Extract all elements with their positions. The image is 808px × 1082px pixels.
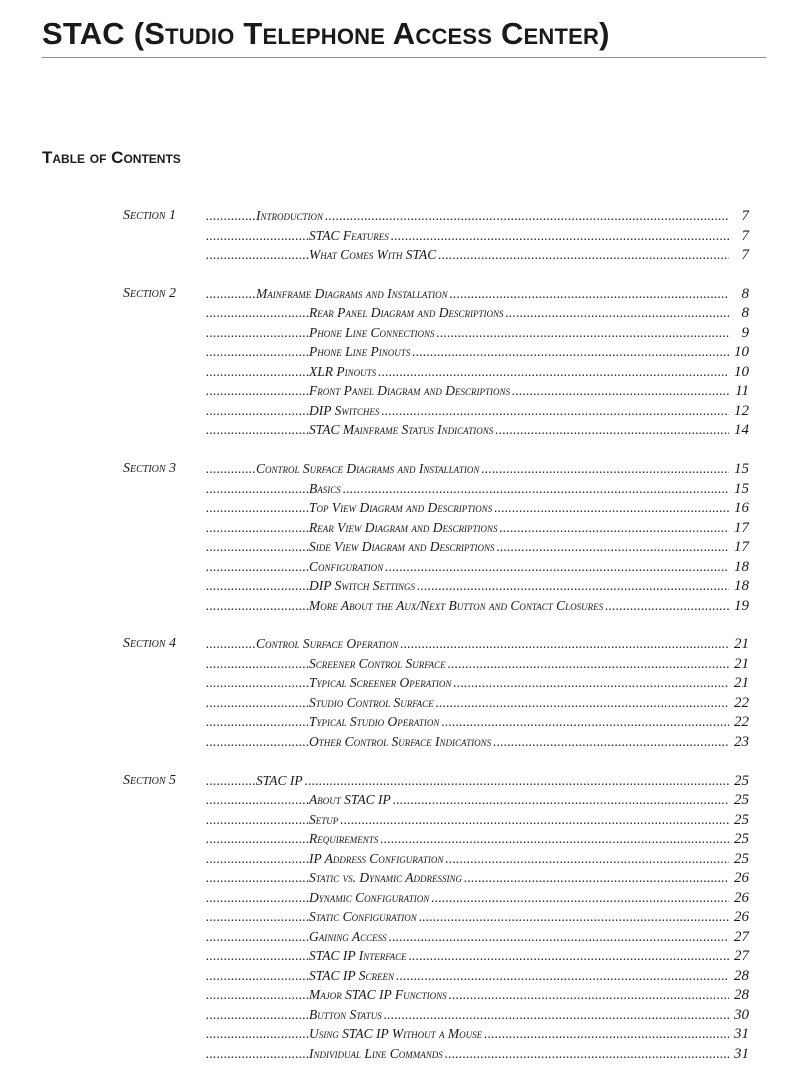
leader-dots	[206, 498, 309, 518]
entry-title: About STAC IP	[309, 792, 391, 808]
entry-title: Phone Line Pinouts	[309, 344, 411, 360]
leader-dots	[417, 576, 729, 596]
toc-entry[interactable]	[206, 381, 749, 401]
leader-dots	[343, 479, 729, 499]
toc-entry[interactable]	[206, 927, 749, 947]
leader-dots	[206, 342, 309, 362]
entry-title: Side View Diagram and Descriptions	[309, 539, 495, 555]
page-number: 10	[734, 363, 749, 380]
leader-dots	[505, 303, 729, 323]
entry-title: DIP Switches	[309, 402, 380, 418]
leader-dots	[419, 907, 729, 927]
leader-dots	[481, 459, 729, 479]
leader-dots	[431, 888, 729, 908]
leader-dots	[378, 362, 729, 382]
leader-dots	[436, 693, 729, 713]
entry-title: Mainframe Diagrams and Installation	[256, 285, 448, 301]
leader-dots	[206, 849, 309, 869]
leader-dots	[206, 284, 256, 304]
entry-title: Requirements	[309, 831, 379, 847]
entry-title: Major STAC IP Functions	[309, 987, 447, 1003]
section-label: Section 4	[123, 636, 177, 652]
page-number: 27	[734, 928, 749, 945]
leader-dots	[206, 245, 309, 265]
toc-entry[interactable]	[206, 362, 749, 382]
leader-dots	[206, 479, 309, 499]
entry-title: Using STAC IP Without a Mouse	[309, 1026, 483, 1042]
leader-dots	[206, 401, 309, 421]
toc-entry[interactable]	[206, 498, 749, 518]
page-title: STAC (Studio Telephone Access Center)	[42, 16, 610, 51]
page-number: 30	[734, 1006, 749, 1023]
entry-title: Setup	[309, 811, 339, 827]
toc-entry[interactable]	[206, 226, 749, 246]
leader-dots	[206, 576, 309, 596]
section-label: Section 3	[123, 461, 177, 477]
leader-dots	[206, 829, 309, 849]
toc-heading: Table of Contents	[42, 148, 181, 167]
page-number: 21	[734, 655, 749, 672]
toc-entry[interactable]	[206, 518, 749, 538]
leader-dots	[384, 1005, 729, 1025]
toc-entry[interactable]	[206, 206, 749, 226]
leader-dots	[464, 868, 729, 888]
toc-entry[interactable]	[206, 771, 749, 791]
leader-dots	[445, 849, 729, 869]
page-number: 17	[734, 539, 749, 556]
toc-entry[interactable]	[206, 966, 749, 986]
toc-section	[0, 206, 808, 265]
leader-dots	[206, 1024, 309, 1044]
page-number: 7	[741, 208, 749, 224]
leader-dots	[206, 1044, 309, 1064]
leader-dots	[206, 946, 309, 966]
leader-dots	[206, 226, 309, 246]
page-number: 22	[734, 714, 749, 731]
leader-dots	[206, 732, 309, 752]
leader-dots	[445, 1044, 729, 1064]
leader-dots	[393, 790, 729, 810]
page-number: 14	[734, 422, 749, 439]
leader-dots	[206, 693, 309, 713]
page-number: 19	[734, 597, 749, 614]
leader-dots	[438, 245, 729, 265]
leader-dots	[206, 673, 309, 693]
toc-entry[interactable]	[206, 634, 749, 654]
page-number: 25	[734, 811, 749, 828]
toc-entry[interactable]	[206, 1005, 749, 1025]
leader-dots	[206, 907, 309, 927]
entry-title: Gaining Access	[309, 928, 387, 944]
page-number: 9	[741, 324, 749, 341]
leader-dots	[206, 927, 309, 947]
page-number: 27	[734, 948, 749, 965]
toc-entry[interactable]	[206, 303, 749, 323]
page-number: 25	[734, 831, 749, 848]
toc-entry[interactable]	[206, 323, 749, 343]
toc-entry[interactable]	[206, 1044, 749, 1064]
toc-entry[interactable]	[206, 673, 749, 693]
section-label: Section 1	[123, 208, 177, 223]
leader-dots	[206, 654, 309, 674]
page-number: 31	[734, 1045, 749, 1062]
toc-entry[interactable]	[206, 459, 749, 479]
leader-dots	[380, 829, 729, 849]
leader-dots	[206, 303, 309, 323]
leader-dots	[305, 771, 729, 791]
leader-dots	[206, 810, 309, 830]
page-number: 16	[734, 500, 749, 517]
leader-dots	[512, 381, 729, 401]
entry-title: What Comes With STAC	[309, 247, 437, 262]
entry-title: STAC Mainframe Status Indications	[309, 422, 494, 438]
toc-entry[interactable]	[206, 557, 749, 577]
leader-dots	[206, 634, 256, 654]
toc-entry[interactable]	[206, 790, 749, 810]
page-number: 17	[734, 519, 749, 536]
page-number: 12	[734, 402, 749, 419]
toc-entry[interactable]	[206, 946, 749, 966]
page-number: 28	[734, 967, 749, 984]
entry-title: Rear View Diagram and Descriptions	[309, 519, 498, 535]
toc-entry[interactable]	[206, 654, 749, 674]
toc-entry[interactable]	[206, 732, 749, 752]
entry-title: Front Panel Diagram and Descriptions	[309, 383, 510, 399]
page-number: 8	[741, 305, 749, 322]
page-number: 26	[734, 889, 749, 906]
entry-title: STAC IP Screen	[309, 967, 395, 983]
leader-dots	[206, 537, 309, 557]
leader-dots	[206, 459, 256, 479]
leader-dots	[493, 732, 729, 752]
leader-dots	[206, 362, 309, 382]
page-number: 22	[734, 694, 749, 711]
leader-dots	[437, 323, 729, 343]
page-number: 23	[734, 733, 749, 750]
entry-title: Rear Panel Diagram and Descriptions	[309, 305, 504, 321]
toc-section	[0, 634, 808, 751]
page-number: 7	[741, 227, 749, 244]
entry-title: Control Surface Operation	[256, 636, 399, 652]
entry-title: Button Status	[309, 1006, 382, 1022]
page-number: 25	[734, 792, 749, 809]
leader-dots	[206, 771, 256, 791]
toc-entry[interactable]	[206, 420, 749, 440]
toc-entry[interactable]	[206, 985, 749, 1005]
page-number: 7	[741, 247, 749, 263]
leader-dots	[400, 634, 729, 654]
leader-dots	[499, 518, 729, 538]
page-number: 10	[734, 344, 749, 361]
entry-title: Static Configuration	[309, 909, 417, 925]
entry-title: XLR Pinouts	[309, 363, 377, 379]
leader-dots	[206, 1005, 309, 1025]
toc-section	[0, 771, 808, 1064]
page-number: 31	[734, 1026, 749, 1043]
toc-entry[interactable]	[206, 907, 749, 927]
section-label: Section 5	[123, 772, 177, 788]
page-number: 18	[734, 558, 749, 575]
page-number: 26	[734, 909, 749, 926]
entry-title: Basics	[309, 480, 341, 496]
leader-dots	[391, 226, 729, 246]
page-number: 15	[734, 461, 749, 478]
leader-dots	[206, 206, 256, 226]
toc-entry[interactable]	[206, 693, 749, 713]
leader-dots	[206, 868, 309, 888]
page-number: 21	[734, 675, 749, 692]
leader-dots	[206, 323, 309, 343]
leader-dots	[206, 596, 309, 616]
page-number: 26	[734, 870, 749, 887]
toc-entry[interactable]	[206, 596, 749, 616]
entry-title: DIP Switch Settings	[309, 578, 416, 594]
entry-title: Typical Screener Operation	[309, 675, 452, 691]
leader-dots	[206, 985, 309, 1005]
entry-title: STAC Features	[309, 227, 389, 243]
title-rule	[42, 57, 766, 58]
leader-dots	[206, 790, 309, 810]
leader-dots	[449, 985, 729, 1005]
page-number: 8	[741, 285, 749, 302]
leader-dots	[385, 557, 729, 577]
entry-title: Other Control Surface Indications	[309, 733, 492, 749]
leader-dots	[389, 927, 729, 947]
entry-title: Dynamic Configuration	[309, 889, 430, 905]
leader-dots	[494, 498, 729, 518]
toc-entry[interactable]	[206, 401, 749, 421]
entry-title: IP Address Configuration	[309, 850, 444, 866]
entry-title: Configuration	[309, 558, 384, 574]
entry-title: STAC IP	[256, 772, 303, 788]
toc-entry[interactable]	[206, 810, 749, 830]
leader-dots	[484, 1024, 729, 1044]
toc-entry[interactable]	[206, 576, 749, 596]
entry-title: Screener Control Surface	[309, 655, 446, 671]
entry-title: STAC IP Interface	[309, 948, 407, 964]
page-number: 18	[734, 578, 749, 595]
toc-entry[interactable]	[206, 888, 749, 908]
page-number: 25	[734, 772, 749, 789]
entry-title: Typical Studio Operation	[309, 714, 440, 730]
leader-dots	[453, 673, 729, 693]
leader-dots	[412, 342, 729, 362]
entry-title: More About the Aux/Next Button and Contact Closures	[309, 597, 604, 613]
toc-entry[interactable]	[206, 342, 749, 362]
toc-entry[interactable]	[206, 849, 749, 869]
entry-title: Static vs. Dynamic Addressing	[309, 870, 463, 886]
toc-entry[interactable]	[206, 284, 749, 304]
leader-dots	[381, 401, 729, 421]
section-label: Section 2	[123, 285, 177, 301]
page-number: 28	[734, 987, 749, 1004]
entry-title: Introduction	[256, 208, 324, 223]
leader-dots	[496, 537, 729, 557]
toc-entry[interactable]	[206, 1024, 749, 1044]
leader-dots	[448, 654, 729, 674]
entry-title: Phone Line Connections	[309, 324, 435, 340]
leader-dots	[206, 966, 309, 986]
page-number: 15	[734, 480, 749, 497]
leader-dots	[206, 420, 309, 440]
leader-dots	[495, 420, 729, 440]
toc-entry[interactable]	[206, 868, 749, 888]
toc-section	[0, 284, 808, 440]
leader-dots	[206, 518, 309, 538]
entry-title: Individual Line Commands	[309, 1045, 443, 1061]
leader-dots	[605, 596, 729, 616]
toc-entry[interactable]	[206, 829, 749, 849]
leader-dots	[340, 810, 729, 830]
entry-title: Studio Control Surface	[309, 694, 434, 710]
leader-dots	[206, 712, 309, 732]
leader-dots	[450, 284, 729, 304]
entry-title: Top View Diagram and Descriptions	[309, 500, 493, 516]
toc-entry[interactable]	[206, 712, 749, 732]
leader-dots	[206, 888, 309, 908]
entry-title: Control Surface Diagrams and Installation	[256, 461, 480, 477]
toc-section	[0, 459, 808, 615]
leader-dots	[441, 712, 729, 732]
toc-entry[interactable]	[206, 479, 749, 499]
toc-entry[interactable]	[206, 245, 749, 265]
leader-dots	[396, 966, 729, 986]
leader-dots	[325, 206, 729, 226]
page-number: 25	[734, 850, 749, 867]
page-number: 11	[735, 383, 749, 400]
table-of-contents	[0, 206, 808, 1082]
toc-entry[interactable]	[206, 537, 749, 557]
leader-dots	[409, 946, 729, 966]
page-number: 21	[734, 636, 749, 653]
leader-dots	[206, 557, 309, 577]
leader-dots	[206, 381, 309, 401]
